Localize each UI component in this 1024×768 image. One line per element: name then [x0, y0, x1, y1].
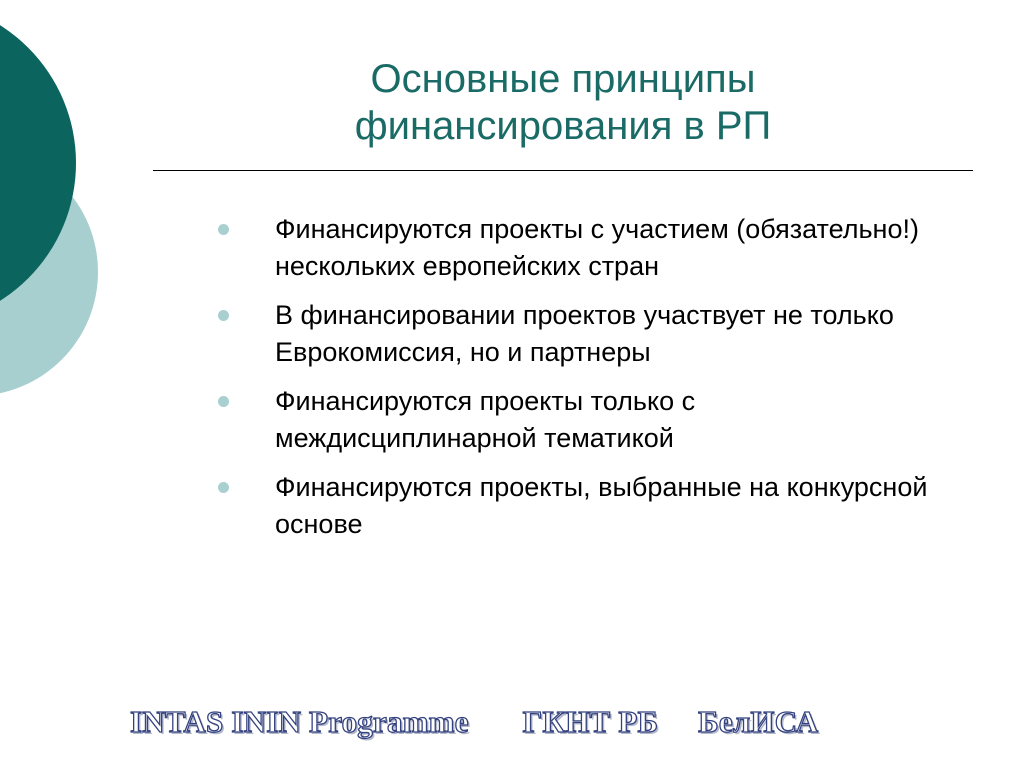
bullet-text: В финансировании проектов участвует не только Еврокомиссия, но и партнеры [275, 300, 894, 367]
bullet-icon [218, 396, 229, 407]
footer-gknt: ГКНТ РБ [522, 704, 659, 739]
bullet-icon [218, 482, 229, 493]
footer-belisa: БелИСА [698, 704, 819, 739]
bullet-text: Финансируются проекты только с междисциплинарной тематикой [275, 386, 696, 453]
bullet-item [214, 469, 954, 543]
slide-title [230, 56, 896, 150]
bullet-text: Финансируются проекты, выбранные на конкурсной основе [275, 472, 928, 539]
bullet-item [214, 297, 954, 371]
bullet-icon [218, 224, 229, 235]
footer-programme: INTAS ININ Programme [130, 704, 469, 739]
bullet-icon [218, 310, 229, 321]
slide-footer [130, 700, 818, 744]
title-divider [153, 170, 973, 171]
bullet-text: Финансируются проекты с участием (обязательно!) нескольких европейских стран [275, 214, 919, 281]
slide-title-line-1: Основные принципы [370, 57, 756, 101]
bullet-item [214, 211, 954, 285]
bullet-list [214, 211, 954, 555]
slide-title-line-2: финансирования в РП [354, 104, 772, 148]
bullet-item [214, 383, 954, 457]
